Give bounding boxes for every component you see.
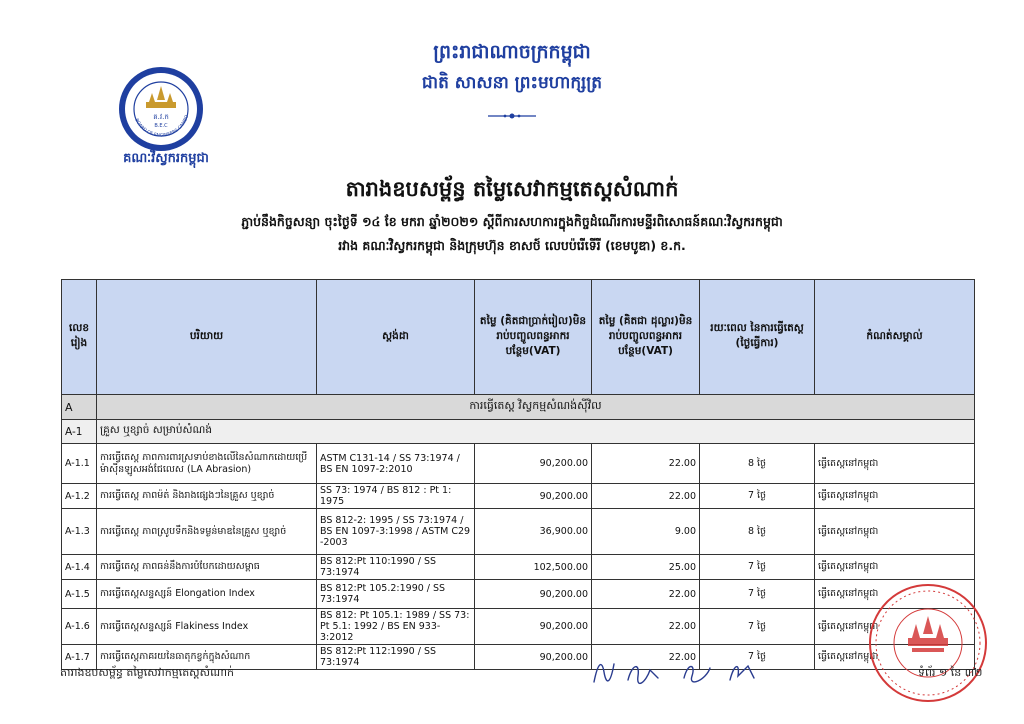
table-header-row (62, 280, 975, 395)
logo-ring-text: BOARD OF ENGINEERS CAMBO (133, 114, 191, 139)
table-row (62, 444, 975, 484)
table-row (62, 509, 975, 555)
logo-abbrev: B.E.C (154, 123, 168, 129)
row-price-usd: 22.00 (592, 484, 700, 509)
document-title: តារាងឧបសម្ព័ន្ធ តម្លៃសេវាកម្មតេស្តសំណាក់ (345, 177, 679, 201)
subsection-row (62, 420, 975, 444)
national-motto: ជាតិ សាសនា ព្រះមហាក្សត្រ (421, 73, 603, 93)
row-price-usd: 22.00 (592, 444, 700, 484)
row-remark: ធ្វើតេស្តនៅកម្ពុជា (815, 645, 975, 670)
row-price-riel: 90,200.00 (475, 444, 592, 484)
row-remark: ធ្វើតេស្តនៅកម្ពុជា (815, 509, 975, 555)
row-duration: 7 ថ្ងៃ (700, 484, 815, 509)
row-price-riel: 90,200.00 (475, 645, 592, 670)
row-description: ការធ្វើតេស្ត ភាពការពារស្រទាប់ខាងលើនៃសំណាកដោយប្រើម៉ាស៊ីនឡូសអង់ជែលេស (LA Abrasion) (97, 444, 317, 484)
row-description: ការធ្វើតេស្តសន្ទស្សន៍ Elongation Index (97, 580, 317, 609)
row-standard: SS 73: 1974 / BS 812 : Pt 1: 1975 (317, 484, 475, 509)
official-stamp (862, 580, 992, 706)
header-price-usd: តម្លៃ (គិតជា ដុល្លារ)មិនរាប់បញ្ចូលពន្ធអាករបន្ថែម(VAT) (592, 280, 700, 395)
document-subtitle-1: ភ្ជាប់នឹងកិច្ចសន្យា ចុះថ្ងៃទី ១៤ ខែ មករា ឆ្នាំ២០២១ ស្តីពីការសហការក្នុងកិច្ចដំណើរការមន្ទីរពិសោធន៍គណៈវិស្វករកម្ពុជា (241, 214, 783, 229)
table-row (62, 580, 975, 609)
row-standard: ASTM C131-14 / SS 73:1974 / BS EN 1097-2:2010 (317, 444, 475, 484)
row-code: A-1.5 (62, 580, 97, 609)
row-price-riel: 90,200.00 (475, 609, 592, 645)
row-duration: 7 ថ្ងៃ (700, 645, 815, 670)
header-remark: កំណត់សម្គាល់ (815, 280, 975, 395)
header-duration: រយៈពេល នៃការធ្វើតេស្ត (ថ្ងៃធ្វើការ) (700, 280, 815, 395)
document-subtitle-2: រវាង គណៈវិស្វករកម្ពុជា និងក្រុមហ៊ុន ខាសថ៍ លេបប៉រើទើរី (ខេមបូឌា) ខ.ក. (338, 238, 686, 253)
row-duration: 8 ថ្ងៃ (700, 444, 815, 484)
decorative-divider (488, 110, 536, 122)
row-description: ការធ្វើតេស្ត ភាពម៉ត់ និងរាងផ្សេងៗនៃគ្រួស ឬខ្សាច់ (97, 484, 317, 509)
row-standard: BS 812-2: 1995 / SS 73:1974 / BS EN 1097-3:1998 / ASTM C29 -2003 (317, 509, 475, 555)
footer-document-label: តារាងឧបសម្ព័ន្ធ តម្លៃសេវាកម្មតេស្តសំណាក់ (60, 666, 235, 679)
table-row (62, 484, 975, 509)
row-remark: ធ្វើតេស្តនៅកម្ពុជា (815, 609, 975, 645)
row-duration: 8 ថ្ងៃ (700, 509, 815, 555)
row-code: A-1.7 (62, 645, 97, 670)
row-standard: BS 812:Pt 112:1990 / SS 73:1974 (317, 645, 475, 670)
row-duration: 7 ថ្ងៃ (700, 609, 815, 645)
logo-initials: គ.វ.ក (153, 113, 169, 121)
row-remark: ធ្វើតេស្តនៅកម្ពុជា (815, 580, 975, 609)
row-standard: BS 812:Pt 105.2:1990 / SS 73:1974 (317, 580, 475, 609)
subsection-code: A-1 (62, 420, 97, 444)
header-description: បរិយាយ (97, 280, 317, 395)
row-description: ការធ្វើតេស្ត ភាពធន់នឹងការបំបែកដោយសម្ពាធ (97, 555, 317, 580)
row-price-usd: 22.00 (592, 645, 700, 670)
row-price-usd: 9.00 (592, 509, 700, 555)
row-description: ការធ្វើតេស្ត ភាពស្រូបទឹកនិងទម្ងន់មាឌនៃគ្រួស ឬខ្សាច់ (97, 509, 317, 555)
org-name: គណៈវិស្វករកម្ពុជា (123, 151, 209, 166)
board-of-engineers-logo (118, 66, 204, 152)
subsection-label: គ្រួស ឬខ្សាច់ សម្រាប់សំណង់ (97, 420, 975, 444)
header-price-riel: តម្លៃ (គិតជាប្រាក់រៀល)មិនរាប់បញ្ចូលពន្ធអាករបន្ថែម(VAT) (475, 280, 592, 395)
row-standard: BS 812: Pt 105.1: 1989 / SS 73: Pt 5.1: 1992 / BS EN 933-3:2012 (317, 609, 475, 645)
section-label: ការធ្វើតេស្ត វិស្វកម្មសំណង់ស៊ីវិល (97, 395, 975, 420)
row-price-usd: 22.00 (592, 609, 700, 645)
row-price-usd: 25.00 (592, 555, 700, 580)
row-price-riel: 90,200.00 (475, 484, 592, 509)
row-remark: ធ្វើតេស្តនៅកម្ពុជា (815, 484, 975, 509)
section-code: A (62, 395, 97, 420)
kingdom-heading: ព្រះរាជាណាចក្រកម្ពុជា (433, 41, 591, 63)
row-code: A-1.1 (62, 444, 97, 484)
row-description: ការធ្វើតេស្តភាគរយនៃធាតុកខ្វក់ក្នុងសំណាក (97, 645, 317, 670)
table-row (62, 609, 975, 645)
row-code: A-1.3 (62, 509, 97, 555)
signatures-graphic (588, 652, 778, 690)
row-code: A-1.6 (62, 609, 97, 645)
row-price-riel: 36,900.00 (475, 509, 592, 555)
table-row (62, 555, 975, 580)
row-duration: 7 ថ្ងៃ (700, 580, 815, 609)
price-table (61, 279, 975, 670)
row-remark: ធ្វើតេស្តនៅកម្ពុជា (815, 555, 975, 580)
section-row (62, 395, 975, 420)
row-price-riel: 102,500.00 (475, 555, 592, 580)
row-price-riel: 90,200.00 (475, 580, 592, 609)
page-number: ទំព័រ ១ នៃ ៣២ (918, 666, 983, 679)
row-code: A-1.2 (62, 484, 97, 509)
row-price-usd: 22.00 (592, 580, 700, 609)
row-duration: 7 ថ្ងៃ (700, 555, 815, 580)
row-standard: BS 812:Pt 110:1990 / SS 73:1974 (317, 555, 475, 580)
header-standard: ស្តង់ដា (317, 280, 475, 395)
header-no: លេខរៀង (62, 280, 97, 395)
row-description: ការធ្វើតេស្តសន្ទស្សន៍ Flakiness Index (97, 609, 317, 645)
row-remark: ធ្វើតេស្តនៅកម្ពុជា (815, 444, 975, 484)
row-code: A-1.4 (62, 555, 97, 580)
